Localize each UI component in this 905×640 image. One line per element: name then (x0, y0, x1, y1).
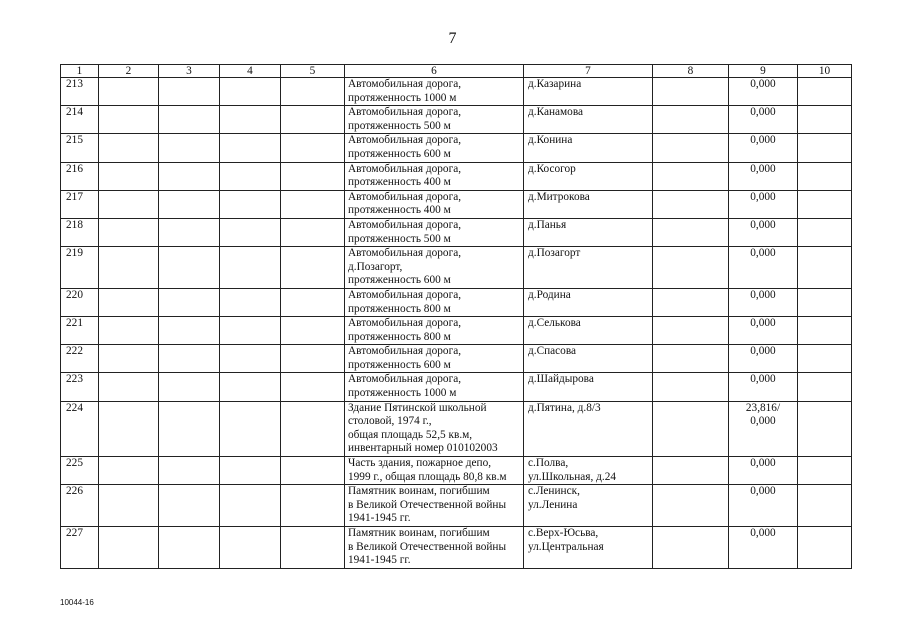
row-number-cell: 226 (61, 485, 99, 527)
page-number: 7 (448, 30, 457, 47)
row-number-cell: 217 (61, 190, 99, 218)
value-cell: 0,000 (729, 527, 798, 569)
empty-cell (220, 457, 281, 485)
table-row (61, 288, 852, 316)
object-location-cell: д.Конина (524, 134, 653, 162)
empty-cell (281, 527, 345, 569)
row-number-cell: 221 (61, 317, 99, 345)
empty-cell (798, 485, 852, 527)
table-row (61, 106, 852, 134)
empty-cell (281, 78, 345, 106)
empty-cell (281, 317, 345, 345)
table-row (61, 218, 852, 246)
value-cell: 0,000 (729, 162, 798, 190)
column-header: 4 (220, 65, 281, 78)
value-cell: 0,000 (729, 345, 798, 373)
table-row (61, 457, 852, 485)
column-header: 2 (99, 65, 159, 78)
table-row (61, 134, 852, 162)
empty-cell (99, 106, 159, 134)
empty-cell (159, 78, 220, 106)
object-location-cell: д.Позагорт (524, 247, 653, 289)
empty-cell (798, 134, 852, 162)
row-number-cell: 225 (61, 457, 99, 485)
empty-cell (653, 401, 729, 456)
object-description-cell: Автомобильная дорога, протяженность 400 м (345, 190, 524, 218)
empty-cell (220, 485, 281, 527)
empty-cell (281, 401, 345, 456)
table-row (61, 345, 852, 373)
empty-cell (220, 247, 281, 289)
empty-cell (653, 457, 729, 485)
empty-cell (99, 401, 159, 456)
empty-cell (99, 288, 159, 316)
empty-cell (798, 457, 852, 485)
empty-cell (220, 218, 281, 246)
object-description-cell: Автомобильная дорога, протяженность 800 м (345, 288, 524, 316)
column-header: 3 (159, 65, 220, 78)
empty-cell (220, 190, 281, 218)
empty-cell (281, 345, 345, 373)
table-row (61, 317, 852, 345)
row-number-cell: 214 (61, 106, 99, 134)
object-description-cell: Автомобильная дорога, протяженность 600 м (345, 134, 524, 162)
empty-cell (281, 218, 345, 246)
empty-cell (281, 485, 345, 527)
empty-cell (159, 288, 220, 316)
empty-cell (159, 457, 220, 485)
object-description-cell: Автомобильная дорога, протяженность 400 м (345, 162, 524, 190)
object-location-cell: д.Шайдырова (524, 373, 653, 401)
empty-cell (220, 134, 281, 162)
column-number-row (61, 65, 852, 78)
empty-cell (99, 162, 159, 190)
table-row (61, 162, 852, 190)
empty-cell (159, 190, 220, 218)
empty-cell (99, 373, 159, 401)
object-description-cell: Памятник воинам, погибшим в Великой Отечественной войны 1941-1945 гг. (345, 485, 524, 527)
object-description-cell: Автомобильная дорога, протяженность 1000 м (345, 78, 524, 106)
empty-cell (220, 527, 281, 569)
empty-cell (159, 373, 220, 401)
object-location-cell: д.Панья (524, 218, 653, 246)
value-cell: 23,816/ 0,000 (729, 401, 798, 456)
object-location-cell: д.Спасова (524, 345, 653, 373)
empty-cell (220, 106, 281, 134)
row-number-cell: 220 (61, 288, 99, 316)
empty-cell (220, 373, 281, 401)
empty-cell (159, 106, 220, 134)
empty-cell (159, 162, 220, 190)
value-cell: 0,000 (729, 247, 798, 289)
value-cell: 0,000 (729, 317, 798, 345)
empty-cell (99, 317, 159, 345)
table-row (61, 485, 852, 527)
empty-cell (653, 78, 729, 106)
empty-cell (798, 527, 852, 569)
object-location-cell: д.Казарина (524, 78, 653, 106)
empty-cell (99, 190, 159, 218)
empty-cell (281, 247, 345, 289)
row-number-cell: 216 (61, 162, 99, 190)
empty-cell (159, 247, 220, 289)
object-description-cell: Автомобильная дорога, протяженность 500 м (345, 218, 524, 246)
object-location-cell: с.Верх-Юсьва, ул.Центральная (524, 527, 653, 569)
object-location-cell: с.Ленинск, ул.Ленина (524, 485, 653, 527)
empty-cell (281, 190, 345, 218)
empty-cell (99, 247, 159, 289)
empty-cell (220, 78, 281, 106)
value-cell: 0,000 (729, 457, 798, 485)
object-location-cell: д.Косогор (524, 162, 653, 190)
row-number-cell: 218 (61, 218, 99, 246)
empty-cell (99, 345, 159, 373)
empty-cell (281, 134, 345, 162)
column-header: 6 (345, 65, 524, 78)
object-location-cell: д.Селькова (524, 317, 653, 345)
empty-cell (653, 527, 729, 569)
empty-cell (281, 106, 345, 134)
object-description-cell: Часть здания, пожарное депо, 1999 г., общая площадь 80,8 кв.м (345, 457, 524, 485)
object-location-cell: д.Пятина, д.8/3 (524, 401, 653, 456)
value-cell: 0,000 (729, 373, 798, 401)
empty-cell (798, 106, 852, 134)
value-cell: 0,000 (729, 78, 798, 106)
row-number-cell: 219 (61, 247, 99, 289)
empty-cell (653, 247, 729, 289)
object-description-cell: Автомобильная дорога, д.Позагорт, протяженность 600 м (345, 247, 524, 289)
row-number-cell: 227 (61, 527, 99, 569)
object-location-cell: д.Митрокова (524, 190, 653, 218)
empty-cell (798, 78, 852, 106)
empty-cell (653, 485, 729, 527)
empty-cell (99, 527, 159, 569)
value-cell: 0,000 (729, 106, 798, 134)
empty-cell (798, 162, 852, 190)
empty-cell (220, 345, 281, 373)
empty-cell (220, 401, 281, 456)
empty-cell (220, 162, 281, 190)
empty-cell (653, 134, 729, 162)
row-number-cell: 222 (61, 345, 99, 373)
empty-cell (653, 218, 729, 246)
column-header: 9 (729, 65, 798, 78)
empty-cell (159, 401, 220, 456)
object-description-cell: Автомобильная дорога, протяженность 1000 м (345, 373, 524, 401)
empty-cell (798, 373, 852, 401)
empty-cell (281, 457, 345, 485)
column-header: 1 (61, 65, 99, 78)
object-description-cell: Автомобильная дорога, протяженность 800 м (345, 317, 524, 345)
empty-cell (281, 373, 345, 401)
object-location-cell: д.Канамова (524, 106, 653, 134)
empty-cell (99, 457, 159, 485)
empty-cell (653, 345, 729, 373)
column-header: 10 (798, 65, 852, 78)
empty-cell (798, 218, 852, 246)
empty-cell (99, 134, 159, 162)
empty-cell (159, 527, 220, 569)
empty-cell (99, 78, 159, 106)
empty-cell (99, 218, 159, 246)
empty-cell (798, 190, 852, 218)
empty-cell (798, 345, 852, 373)
empty-cell (159, 134, 220, 162)
empty-cell (159, 218, 220, 246)
empty-cell (653, 190, 729, 218)
empty-cell (653, 288, 729, 316)
value-cell: 0,000 (729, 134, 798, 162)
empty-cell (220, 317, 281, 345)
empty-cell (99, 485, 159, 527)
table-row (61, 373, 852, 401)
object-description-cell: Памятник воинам, погибшим в Великой Отечественной войны 1941-1945 гг. (345, 527, 524, 569)
empty-cell (798, 247, 852, 289)
value-cell: 0,000 (729, 485, 798, 527)
table-row (61, 78, 852, 106)
empty-cell (159, 317, 220, 345)
value-cell: 0,000 (729, 218, 798, 246)
table-row (61, 247, 852, 289)
object-location-cell: с.Полва, ул.Школьная, д.24 (524, 457, 653, 485)
column-header: 8 (653, 65, 729, 78)
value-cell: 0,000 (729, 288, 798, 316)
empty-cell (653, 162, 729, 190)
empty-cell (653, 317, 729, 345)
empty-cell (798, 288, 852, 316)
row-number-cell: 215 (61, 134, 99, 162)
empty-cell (220, 288, 281, 316)
table-row (61, 527, 852, 569)
empty-cell (281, 162, 345, 190)
empty-cell (159, 485, 220, 527)
column-header: 5 (281, 65, 345, 78)
row-number-cell: 213 (61, 78, 99, 106)
empty-cell (653, 373, 729, 401)
empty-cell (798, 317, 852, 345)
object-description-cell: Автомобильная дорога, протяженность 500 м (345, 106, 524, 134)
object-location-cell: д.Родина (524, 288, 653, 316)
object-description-cell: Автомобильная дорога, протяженность 600 м (345, 345, 524, 373)
table-row (61, 401, 852, 456)
property-registry-table (60, 64, 852, 569)
empty-cell (281, 288, 345, 316)
row-number-cell: 223 (61, 373, 99, 401)
row-number-cell: 224 (61, 401, 99, 456)
table-row (61, 190, 852, 218)
document-code: 10044-16 (60, 598, 94, 607)
empty-cell (798, 401, 852, 456)
column-header: 7 (524, 65, 653, 78)
value-cell: 0,000 (729, 190, 798, 218)
empty-cell (653, 106, 729, 134)
object-description-cell: Здание Пятинской школьной столовой, 1974 г., общая площадь 52,5 кв.м, инвентарный номер 010102003 (345, 401, 524, 456)
empty-cell (159, 345, 220, 373)
